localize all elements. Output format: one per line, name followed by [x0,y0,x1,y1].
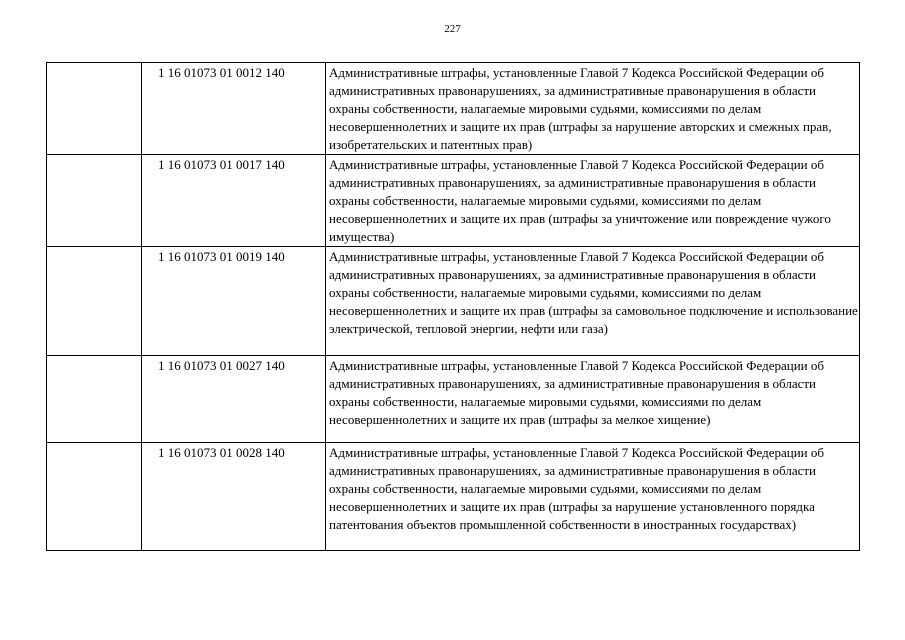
table-row [47,356,860,443]
table-row [47,63,860,155]
empty-cell [47,63,142,155]
budget-code-cell: 1 16 01073 01 0012 140 [142,63,326,155]
empty-cell [47,247,142,356]
budget-code-cell: 1 16 01073 01 0028 140 [142,443,326,551]
empty-cell [47,155,142,247]
page-number: 227 [444,23,461,35]
budget-code-cell: 1 16 01073 01 0017 140 [142,155,326,247]
table-row [47,247,860,356]
description-cell: Административные штрафы, установленные Главой 7 Кодекса Российской Федерации об административных правонарушениях, за административные правонарушения в области охраны собственности, налагаемые мировыми судьями, комиссиями по делам несовершеннолетних и защите их прав (штрафы за мелкое хищение) [326,356,860,443]
classification-table [46,62,860,551]
description-cell: Административные штрафы, установленные Главой 7 Кодекса Российской Федерации об административных правонарушениях, за административные правонарушения в области охраны собственности, налагаемые мировыми судьями, комиссиями по делам несовершеннолетних и защите их прав (штрафы за нарушение установленного порядка патентования объектов промышленной собственности в иностранных государствах) [326,443,860,551]
description-cell: Административные штрафы, установленные Главой 7 Кодекса Российской Федерации об административных правонарушениях, за административные правонарушения в области охраны собственности, налагаемые мировыми судьями, комиссиями по делам несовершеннолетних и защите их прав (штрафы за уничтожение или повреждение чужого имущества) [326,155,860,247]
description-cell: Административные штрафы, установленные Главой 7 Кодекса Российской Федерации об административных правонарушениях, за административные правонарушения в области охраны собственности, налагаемые мировыми судьями, комиссиями по делам несовершеннолетних и защите их прав (штрафы за самовольное подключение и использование электрической, тепловой энергии, нефти или газа) [326,247,860,356]
budget-code-cell: 1 16 01073 01 0019 140 [142,247,326,356]
empty-cell [47,443,142,551]
table-row [47,443,860,551]
budget-code-cell: 1 16 01073 01 0027 140 [142,356,326,443]
description-cell: Административные штрафы, установленные Главой 7 Кодекса Российской Федерации об административных правонарушениях, за административные правонарушения в области охраны собственности, налагаемые мировыми судьями, комиссиями по делам несовершеннолетних и защите их прав (штрафы за нарушение авторских и смежных прав, изобретательских и патентных прав) [326,63,860,155]
empty-cell [47,356,142,443]
table-row [47,155,860,247]
